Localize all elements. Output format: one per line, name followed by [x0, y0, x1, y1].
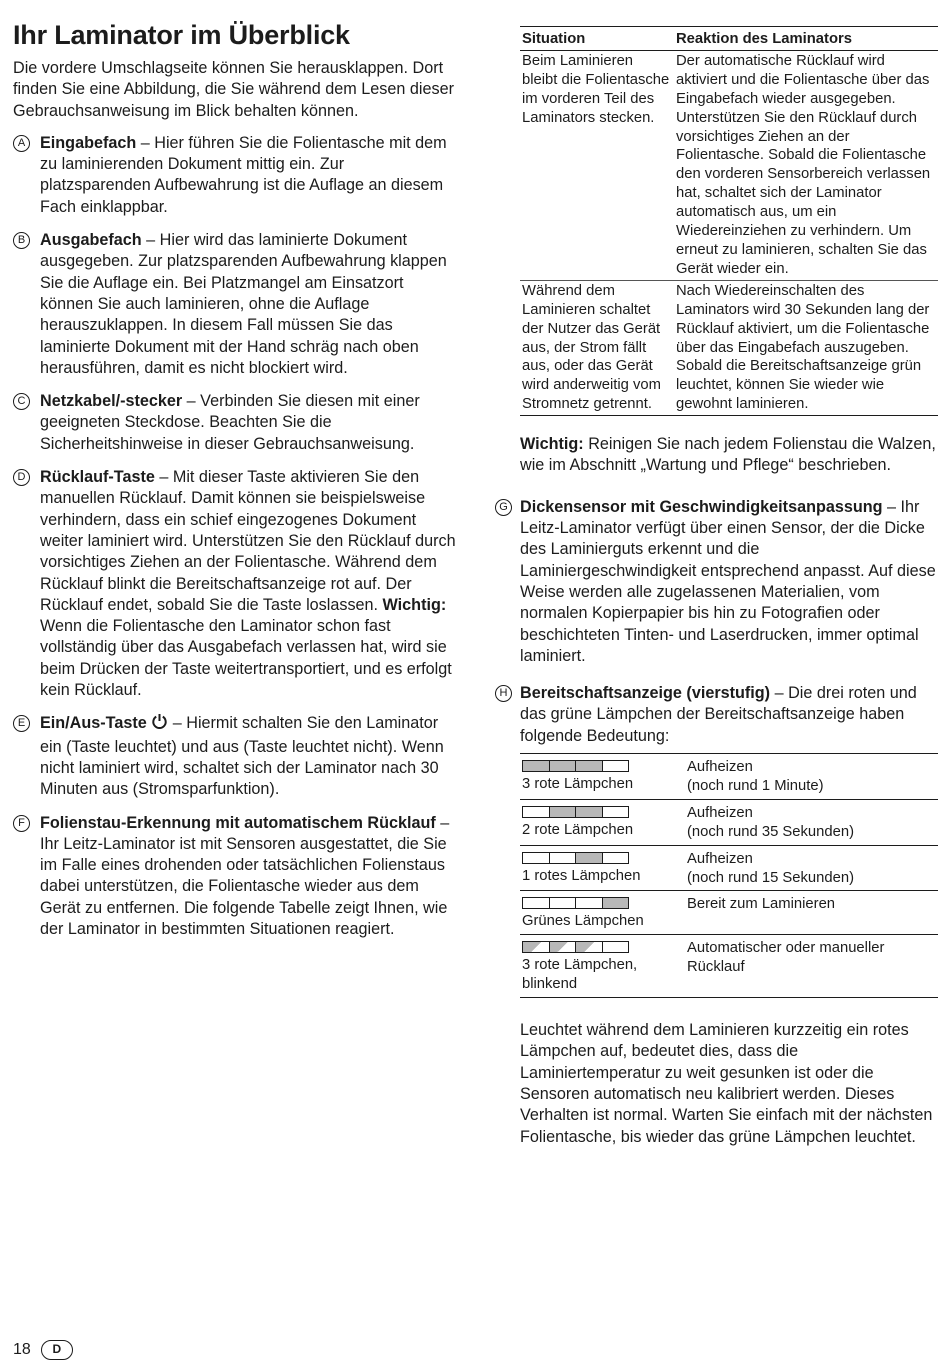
lamp-state-cell — [520, 753, 685, 799]
item-term: Ein/Aus-Taste — [40, 714, 147, 733]
reaction-cell: Der automatische Rücklauf wird aktiviert und die Folientasche über das Eingabefach wieder ausgegeben. Unterstützen Sie den Rücklauf durch vorsichtiges Ziehen an der Folientasche. Sobald die Folientasche den vorderen Sensorbereich verlassen hat, schaltet sich der Laminator automatisch aus, um ein Wiedereinziehen zu verhindern. Um erneut zu laminieren, schalten Sie das Gerät wieder ein. — [674, 50, 938, 280]
lamp-meaning: Aufheizen (noch rund 35 Sekunden) — [687, 804, 854, 840]
lamp-off — [550, 853, 577, 863]
page-footer — [13, 1340, 73, 1360]
lamp-off — [523, 807, 550, 817]
item-text: – Hier wird das laminierte Dokument ausgegeben. Zur platzsparenden Aufbewahrung klappen Sie die Auflage ein. Bei Platzmangel am Einsatzort können Sie auch laminieren, ohne die Auflage herauszuklappen. In diesem Fall müssen Sie das laminierte Dokument mit der Hand schräg nach oben herausführen, damit es nicht blockiert wird. — [40, 231, 447, 377]
item-ruecklauf-taste — [13, 467, 458, 701]
item-term: Netzkabel/-stecker — [40, 392, 183, 411]
header-situation: Situation — [520, 27, 674, 51]
item-netzkabel — [13, 391, 458, 455]
item-term: Eingabefach — [40, 133, 137, 152]
item-text: – Ihr Leitz-Laminator ist mit Sensoren ausgestattet, die Sie im Falle eines drohenden oder tatsächlichen Folienstaus dabei unterstützen, die Folientasche wieder aus dem Gerät zu entfernen. Die folgende Tabelle zeigt Ihnen, wie der Laminator in bestimmten Situationen reagiert. — [40, 813, 450, 938]
lamp-on — [576, 853, 603, 863]
lamp-indicator — [522, 897, 629, 909]
page-number: 18 — [13, 1341, 31, 1358]
lamp-indicator — [522, 760, 629, 772]
marker-f: F — [13, 815, 30, 832]
table-row — [520, 50, 938, 280]
item-text: – Mit dieser Taste aktivieren Sie den manuellen Rücklauf. Damit können sie beispielsweise verhindern, dass ein schief eingezogenes Dokument weiter laminiert wird. Unterstützen Sie den Rücklauf durch vorsichtiges Ziehen an der Folientasche. Während dem Rücklauf blinkt die Bereitschaftsanzeige rot auf. Der Rücklauf endet, sobald Sie die Taste loslassen. — [40, 468, 456, 614]
lamp-blink — [550, 942, 577, 952]
marker-b: B — [13, 232, 30, 249]
left-column — [13, 18, 458, 952]
lamp-meaning: Automatischer oder manueller Rücklauf — [687, 940, 885, 976]
right-column — [499, 26, 938, 1148]
lamp-state-cell — [520, 799, 685, 845]
lamp-off — [603, 853, 629, 863]
country-badge: D — [41, 1340, 73, 1360]
item-dickensensor — [499, 497, 938, 667]
item-term: Bereitschaftsanzeige (vierstufig) — [520, 684, 771, 703]
marker-d: D — [13, 469, 30, 486]
lamp-on — [603, 898, 629, 908]
power-icon — [151, 713, 168, 736]
item-text: – Hier führen Sie die Folientasche mit dem zu laminierenden Dokument mittig ein. Zur platzsparenden Aufbewahrung ist die Auflage an diesem Fach einklappbar. — [40, 133, 447, 216]
important-label: Wichtig: — [520, 435, 584, 454]
important-note — [520, 434, 938, 477]
header-reaction: Reaktion des Laminators — [674, 27, 938, 51]
page-title: Ihr Laminator im Überblick — [13, 20, 350, 50]
lamp-indicator — [522, 806, 629, 818]
situation-cell: Beim Laminieren bleibt die Folientasche im vorderen Teil des Laminators stecken. — [520, 50, 674, 280]
lamp-on — [576, 807, 603, 817]
important-text: Reinigen Sie nach jedem Folienstau die Walzen, wie im Abschnitt „Wartung und Pflege“ beschrieben. — [520, 435, 936, 475]
lamp-row — [520, 935, 938, 998]
lamp-meaning: Aufheizen (noch rund 15 Sekunden) — [687, 850, 854, 886]
item-eingabefach — [13, 133, 458, 218]
lamp-off — [603, 942, 629, 952]
lamp-label: 3 rote Lämpchen — [522, 775, 634, 792]
lamp-label: 2 rote Lämpchen — [522, 821, 634, 838]
lamp-label: Grünes Lämpchen — [522, 913, 644, 930]
lamp-row — [520, 891, 938, 935]
item-term: Rücklauf-Taste — [40, 468, 155, 487]
item-term: Dickensensor mit Geschwindigkeitsanpassung — [520, 497, 883, 516]
lamp-state-cell — [520, 935, 685, 998]
lamp-on — [523, 761, 550, 771]
item-term: Ausgabefach — [40, 231, 142, 250]
lamp-state-cell — [520, 891, 685, 935]
item-text: – Verbinden Sie diesen mit einer geeigneten Steckdose. Beachten Sie die Sicherheitshinweise in dieser Gebrauchsanweisung. — [40, 392, 420, 453]
item-folienstau — [13, 813, 458, 941]
item-text: Wenn die Folientasche den Laminator schon fast vollständig über das Ausgabefach verlassen hat, wird sie beim Drücken der Taste weitertransportiert, und es erfolgt kein Rücklauf. — [40, 617, 452, 700]
lamp-blink — [523, 942, 550, 952]
lamp-off — [576, 898, 603, 908]
item-text: – Ihr Leitz-Laminator verfügt über einen Sensor, der die Dicke des Laminierguts erkennt und die Laminiergeschwindigkeit entsprechend anpasst. Auf diese Weise werden alle zugelassenen Materialien, vom normalen Kopierpapier bis hin zu Fotografien oder beschichteten Tinten- und Laserdrucken, immer optimal laminiert. — [520, 497, 936, 665]
final-paragraph: Leuchtet während dem Laminieren kurzzeitig ein rotes Lämpchen auf, bedeutet dies, dass die Laminiertemperatur zu weit gesunken ist oder die Sensoren automatisch neu kalibriert werden. Dieses Verhalten ist normal. Warten Sie einfach mit der nächsten Folientasche, bis wieder das grüne Lämpchen leuchtet. — [520, 1021, 933, 1146]
item-text: – Die drei roten und das grüne Lämpchen der Bereitschaftsanzeige haben folgende Bedeutung: — [520, 684, 917, 745]
lamp-meaning: Aufheizen (noch rund 1 Minute) — [687, 758, 824, 794]
situation-table — [520, 26, 938, 416]
item-ausgabefach — [13, 230, 458, 379]
marker-g: G — [495, 499, 512, 516]
reaction-cell: Nach Wiedereinschalten des Laminators wird 30 Sekunden lang der Rücklauf aktiviert, um die Folientasche über das Eingabefach auszugeben. Sobald die Bereitschaftsanzeige grün leuchtet, können Sie wieder wie gewohnt laminieren. — [674, 280, 938, 415]
marker-e: E — [13, 715, 30, 732]
lamp-off — [550, 898, 577, 908]
lamp-off — [523, 853, 550, 863]
lamp-table — [520, 753, 938, 998]
lamp-off — [603, 807, 629, 817]
situation-cell: Während dem Laminieren schaltet der Nutzer das Gerät aus, der Strom fällt aus, oder das Gerät wird anderweitig vom Stromnetz getrennt. — [520, 280, 674, 415]
marker-c: C — [13, 393, 30, 410]
lamp-row — [520, 845, 938, 891]
lamp-meaning: Bereit zum Laminieren — [687, 896, 836, 913]
lamp-indicator — [522, 941, 629, 953]
item-ein-aus-taste — [13, 713, 458, 800]
lamp-indicator — [522, 852, 629, 864]
lamp-row — [520, 799, 938, 845]
intro-paragraph: Die vordere Umschlagseite können Sie herausklappen. Dort finden Sie eine Abbildung, die Sie während dem Lesen dieser Gebrauchsanweisung im Blick behalten können. — [13, 59, 454, 120]
lamp-off — [603, 761, 629, 771]
lamp-on — [550, 807, 577, 817]
marker-a: A — [13, 135, 30, 152]
item-text: – Hiermit schalten Sie den Laminator ein (Taste leuchtet) und aus (Taste leuchtet nicht). Wenn nicht laminiert wird, schaltet sich der Laminator nach 30 Minuten aus (Stromsparfunktion). — [40, 714, 444, 799]
lamp-off — [523, 898, 550, 908]
table-row — [520, 280, 938, 415]
item-important-label: Wichtig: — [382, 595, 447, 614]
lamp-blink — [576, 942, 603, 952]
lamp-row — [520, 753, 938, 799]
marker-h: H — [495, 685, 512, 702]
lamp-on — [576, 761, 603, 771]
lamp-label: 3 rote Lämpchen, blinkend — [522, 957, 638, 993]
lamp-state-cell — [520, 845, 685, 891]
lamp-on — [550, 761, 577, 771]
item-term: Folienstau-Erkennung mit automatischem Rücklauf — [40, 813, 436, 832]
item-bereitschaftsanzeige — [499, 683, 938, 747]
lamp-label: 1 rotes Lämpchen — [522, 867, 641, 884]
